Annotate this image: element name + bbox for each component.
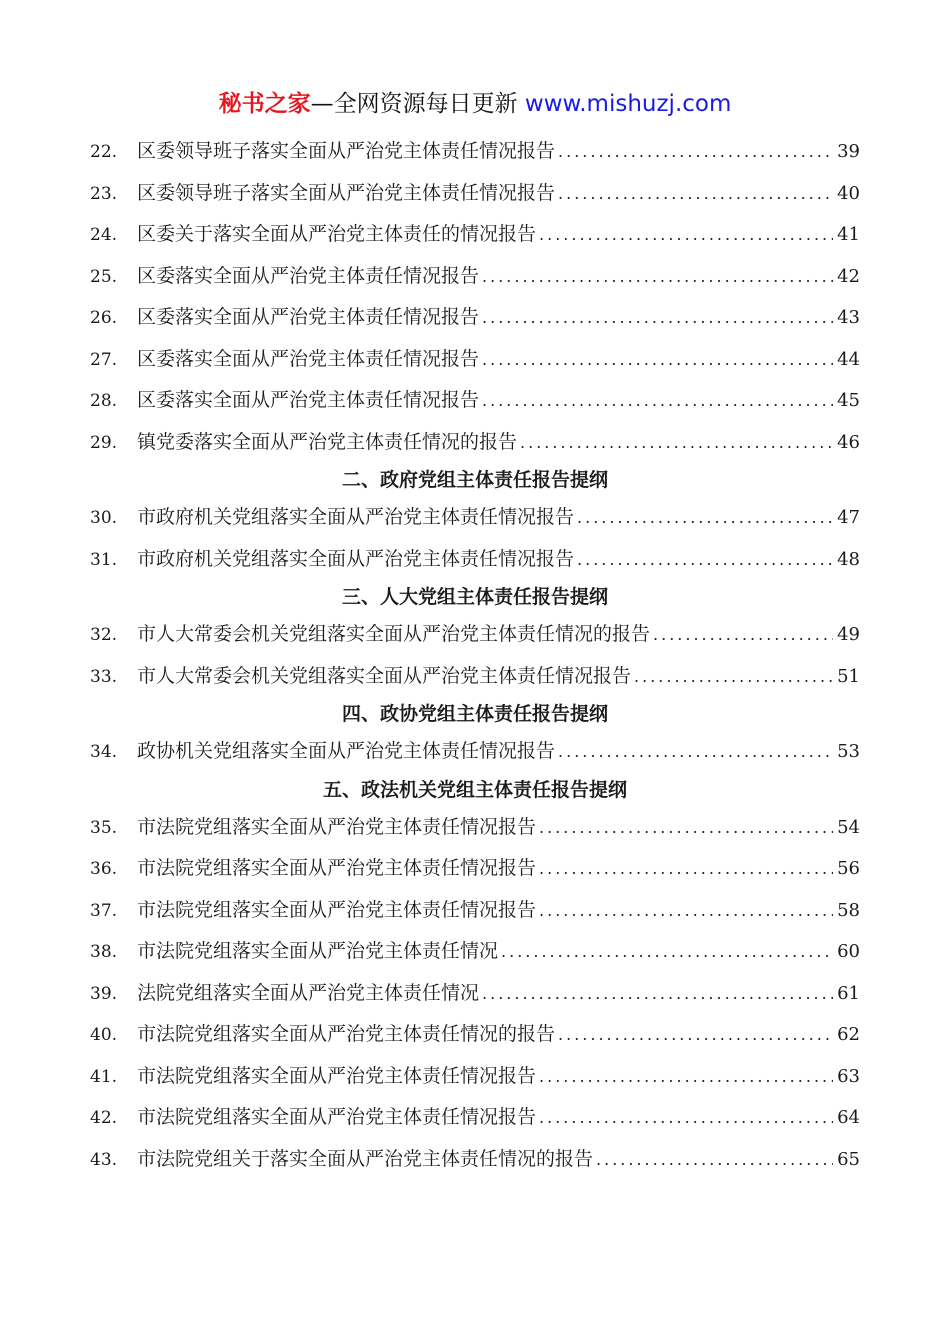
toc-entry[interactable] bbox=[90, 614, 860, 656]
toc-entry-page: 62 bbox=[837, 1024, 860, 1045]
toc-leader-dots bbox=[482, 297, 833, 339]
toc-entry-number: 36. bbox=[90, 859, 118, 879]
toc-entry[interactable] bbox=[90, 1097, 860, 1139]
toc-entry-page: 58 bbox=[837, 899, 860, 921]
toc-entry-title: 区委关于落实全面从严治党主体责任的情况报告 bbox=[137, 223, 537, 245]
toc-section-heading: 二、政府党组主体责任报告提纲 bbox=[341, 469, 608, 491]
toc-entry-page: 49 bbox=[837, 624, 860, 645]
toc-entry-page: 65 bbox=[837, 1148, 860, 1170]
header-tagline: —全网资源每日更新 bbox=[310, 91, 518, 117]
toc-leader-dots bbox=[539, 807, 833, 849]
toc-entry[interactable] bbox=[90, 1056, 860, 1098]
toc-entry[interactable] bbox=[90, 131, 860, 173]
toc-entry-number: 40. bbox=[90, 1025, 118, 1045]
toc-entry[interactable] bbox=[90, 256, 860, 298]
toc-entry-number: 32. bbox=[90, 625, 118, 645]
toc-leader-dots bbox=[539, 890, 833, 932]
toc-entry[interactable] bbox=[90, 380, 860, 422]
toc-entry-page: 64 bbox=[837, 1107, 860, 1128]
toc-entry-page: 41 bbox=[837, 224, 860, 245]
toc-entry-page: 56 bbox=[837, 858, 860, 879]
toc-leader-dots bbox=[634, 656, 833, 698]
toc-leader-dots bbox=[482, 380, 833, 422]
toc-entry-title: 镇党委落实全面从严治党主体责任情况的报告 bbox=[137, 430, 518, 453]
toc-entry-title: 市人大常委会机关党组落实全面从严治党主体责任情况的报告 bbox=[137, 623, 651, 645]
toc-entry-page: 48 bbox=[837, 548, 860, 570]
toc-entry[interactable] bbox=[90, 539, 860, 581]
toc-entry[interactable] bbox=[90, 422, 860, 464]
toc-section-heading: 三、人大党组主体责任报告提纲 bbox=[341, 586, 608, 608]
toc-entry-title: 区委领导班子落实全面从严治党主体责任情况报告 bbox=[137, 140, 556, 162]
toc-leader-dots bbox=[482, 973, 833, 1015]
header-brand: 秘书之家 bbox=[218, 91, 311, 117]
toc-entry-number: 28. bbox=[90, 391, 118, 411]
toc-entry-page: 60 bbox=[837, 941, 860, 962]
toc-entry-number: 24. bbox=[90, 225, 118, 245]
toc-leader-dots bbox=[653, 614, 833, 656]
toc-entry[interactable] bbox=[90, 339, 860, 381]
toc-entry-page: 47 bbox=[837, 507, 860, 528]
toc-leader-dots bbox=[482, 256, 833, 298]
header-url[interactable]: www.mishuzj.com bbox=[524, 91, 732, 117]
toc-entry-number: 38. bbox=[90, 942, 118, 962]
toc-entry[interactable] bbox=[90, 931, 860, 973]
page-header bbox=[0, 88, 950, 120]
toc-entry-page: 43 bbox=[837, 307, 860, 328]
toc-leader-dots bbox=[482, 339, 833, 381]
toc-entry-number: 27. bbox=[90, 349, 118, 370]
toc-entry-page: 53 bbox=[837, 741, 860, 762]
toc-entry-title: 市法院党组落实全面从严治党主体责任情况 bbox=[137, 940, 499, 962]
toc-entry-page: 63 bbox=[837, 1065, 860, 1087]
toc-leader-dots bbox=[539, 848, 833, 890]
toc-entry-number: 30. bbox=[90, 508, 118, 528]
toc-entry-title: 区委落实全面从严治党主体责任情况报告 bbox=[137, 389, 480, 411]
toc-entry-page: 42 bbox=[837, 265, 860, 287]
toc-leader-dots bbox=[539, 214, 833, 256]
toc-entry-title: 市法院党组关于落实全面从严治党主体责任情况的报告 bbox=[137, 1147, 594, 1170]
toc-entry-page: 46 bbox=[837, 431, 860, 453]
toc-section-heading: 四、政协党组主体责任报告提纲 bbox=[341, 703, 608, 725]
toc-entry-number: 23. bbox=[90, 183, 118, 204]
toc-entry-page: 45 bbox=[837, 390, 860, 411]
toc-entry-page: 44 bbox=[837, 348, 860, 370]
toc-leader-dots bbox=[577, 497, 833, 539]
toc-leader-dots bbox=[539, 1097, 833, 1139]
toc-entry[interactable] bbox=[90, 297, 860, 339]
toc-entry[interactable] bbox=[90, 731, 860, 773]
toc-leader-dots bbox=[558, 1014, 833, 1056]
toc-entry-number: 39. bbox=[90, 983, 118, 1004]
toc-leader-dots bbox=[539, 1056, 833, 1098]
toc-entry[interactable] bbox=[90, 1014, 860, 1056]
toc-entry-number: 22. bbox=[90, 142, 118, 162]
toc-entry-title: 市政府机关党组落实全面从严治党主体责任情况报告 bbox=[137, 506, 575, 528]
toc-entry-title: 市法院党组落实全面从严治党主体责任情况报告 bbox=[137, 1064, 537, 1087]
toc-entry-title: 区委落实全面从严治党主体责任情况报告 bbox=[137, 264, 480, 287]
toc-entry[interactable] bbox=[90, 1139, 860, 1181]
table-of-contents bbox=[90, 131, 860, 1180]
toc-entry-title: 法院党组落实全面从严治党主体责任情况 bbox=[137, 981, 480, 1004]
toc-entry-title: 区委落实全面从严治党主体责任情况报告 bbox=[137, 306, 480, 328]
toc-entry-number: 37. bbox=[90, 900, 118, 921]
toc-entry-page: 51 bbox=[837, 665, 860, 687]
toc-entry[interactable] bbox=[90, 497, 860, 539]
toc-entry-page: 54 bbox=[837, 816, 860, 838]
toc-leader-dots bbox=[558, 131, 833, 173]
toc-entry-title: 市法院党组落实全面从严治党主体责任情况报告 bbox=[137, 1106, 537, 1128]
toc-entry[interactable] bbox=[90, 848, 860, 890]
toc-entry[interactable] bbox=[90, 890, 860, 932]
toc-section-heading: 五、政法机关党组主体责任报告提纲 bbox=[322, 778, 627, 801]
toc-entry-number: 29. bbox=[90, 432, 118, 453]
toc-entry[interactable] bbox=[90, 656, 860, 698]
toc-entry-title: 政协机关党组落实全面从严治党主体责任情况报告 bbox=[137, 740, 556, 762]
toc-entry[interactable] bbox=[90, 807, 860, 849]
toc-entry-number: 41. bbox=[90, 1066, 118, 1087]
toc-entry-title: 市法院党组落实全面从严治党主体责任情况报告 bbox=[137, 857, 537, 879]
toc-entry-title: 市人大常委会机关党组落实全面从严治党主体责任情况报告 bbox=[137, 664, 632, 687]
toc-entry[interactable] bbox=[90, 214, 860, 256]
toc-leader-dots bbox=[501, 931, 833, 973]
toc-entry-page: 40 bbox=[837, 182, 860, 204]
toc-entry-number: 25. bbox=[90, 266, 118, 287]
toc-entry-number: 26. bbox=[90, 308, 118, 328]
toc-leader-dots bbox=[558, 173, 833, 215]
toc-entry-number: 33. bbox=[90, 666, 118, 687]
toc-entry-title: 市政府机关党组落实全面从严治党主体责任情况报告 bbox=[137, 547, 575, 570]
toc-leader-dots bbox=[596, 1139, 833, 1181]
toc-entry-title: 市法院党组落实全面从严治党主体责任情况报告 bbox=[137, 815, 537, 838]
toc-entry-number: 34. bbox=[90, 742, 118, 762]
toc-leader-dots bbox=[577, 539, 833, 581]
toc-entry-title: 区委领导班子落实全面从严治党主体责任情况报告 bbox=[137, 181, 556, 204]
toc-entry-number: 42. bbox=[90, 1108, 118, 1128]
toc-entry[interactable] bbox=[90, 973, 860, 1015]
toc-entry-number: 43. bbox=[90, 1149, 118, 1170]
toc-leader-dots bbox=[520, 422, 833, 464]
toc-entry-page: 39 bbox=[837, 141, 860, 162]
toc-entry[interactable] bbox=[90, 173, 860, 215]
toc-entry-number: 35. bbox=[90, 817, 118, 838]
toc-entry-title: 市法院党组落实全面从严治党主体责任情况的报告 bbox=[137, 1023, 556, 1045]
toc-leader-dots bbox=[558, 731, 833, 773]
toc-entry-title: 市法院党组落实全面从严治党主体责任情况报告 bbox=[137, 898, 537, 921]
toc-entry-number: 31. bbox=[90, 549, 118, 570]
toc-entry-title: 区委落实全面从严治党主体责任情况报告 bbox=[137, 347, 480, 370]
toc-entry-page: 61 bbox=[837, 982, 860, 1004]
